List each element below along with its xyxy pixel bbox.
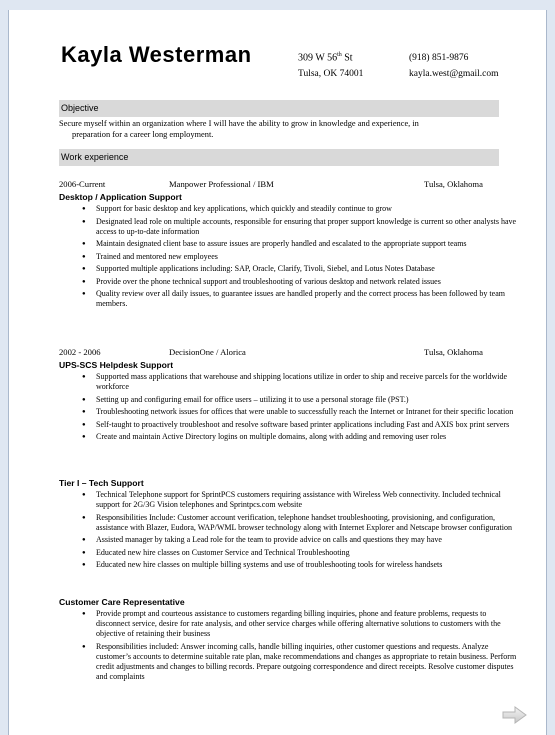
list-item: ● Responsibilities included: Answer incoming calls, handle billing inquiries, other customer questions and requests. Analyze customer’s accounts to determine suitable rate plan, make recommendations and changes as appropriate to retain business. Perform credit adjustments and changes to billing records. Prepare outgoing correspondence and direct receipts. Resolve customer disputes and complaints	[59, 642, 517, 682]
job-2-company: DecisionOne / Alorica	[169, 347, 246, 357]
job-1-location: Tulsa, Oklahoma	[424, 179, 483, 189]
list-item: ● Educated new hire classes on multiple billing systems and use of troubleshooting tools for wireless handsets	[59, 560, 517, 570]
job-1-bullets	[59, 204, 517, 312]
candidate-name: Kayla Westerman	[61, 42, 252, 67]
job-2-dates: 2002 - 2006	[59, 347, 101, 357]
work-experience-heading: Work experience	[59, 149, 499, 166]
list-item: ● Supported multiple applications including: SAP, Oracle, Clarify, Tivoli, Siebel, and Lotus Notes Database	[59, 264, 517, 274]
list-item: ● Educated new hire classes on Customer Service and Technical Troubleshooting	[59, 548, 517, 558]
objective-heading: Objective	[59, 100, 499, 117]
list-item: ● Supported mass applications that warehouse and shipping locations utilize in order to ship and receive parcels for the worldwide workforce	[59, 372, 517, 392]
role-3-bullets	[59, 609, 517, 684]
arrow-right-icon[interactable]	[502, 706, 528, 724]
list-item: ● Provide prompt and courteous assistance to customers regarding billing inquiries, phone and feature problems, requests to disconnect service, desire for rate analysis, and other service charges while offering alternative solutions to customers with the objective of retaining their business	[59, 609, 517, 639]
list-item: ● Provide over the phone technical support and troubleshooting of various desktop and network related issues	[59, 277, 517, 287]
list-item: ● Designated lead role on multiple accounts, responsible for ensuring that proper support knowledge is current so other analysts have access to up-to-date information	[59, 217, 517, 237]
role-3-title: Customer Care Representative	[59, 597, 185, 607]
list-item: ● Maintain designated client base to assure issues are properly handled and escalated to the appropriate support teams	[59, 239, 517, 249]
list-item: ● Support for basic desktop and key applications, which quickly and steadily continue to grow	[59, 204, 517, 214]
list-item: ● Technical Telephone support for SprintPCS customers requiring assistance with Wireless Web connectivity. Included technical support for 2G/3G Vision telephones and Sprintpcs.com website	[59, 490, 517, 510]
role-2-title: Tier I – Tech Support	[59, 478, 144, 488]
objective-line-1: Secure myself within an organization where I will have the ability to grow in knowledge and experience, in	[59, 119, 419, 128]
page-border-right	[546, 10, 547, 735]
list-item: ● Troubleshooting network issues for offices that were unable to successfully reach the Internet or Intranet for their specific location	[59, 407, 517, 417]
window-frame-left	[0, 0, 8, 735]
resume-page	[9, 10, 546, 735]
list-item: ● Quality review over all daily issues, to guarantee issues are handled properly and the correct process has been followed by team members.	[59, 289, 517, 309]
role-1-bullets	[59, 372, 517, 445]
job-2-location: Tulsa, Oklahoma	[424, 347, 483, 357]
role-1-title: UPS-SCS Helpdesk Support	[59, 360, 174, 370]
job-1-company: Manpower Professional / IBM	[169, 179, 274, 189]
role-2-bullets	[59, 490, 517, 573]
address-line-2: Tulsa, OK 74001	[298, 69, 364, 79]
list-item: ● Trained and mentored new employees	[59, 252, 517, 262]
list-item: ● Responsibilities Include: Customer account verification, telephone handset troubleshooting, provisioning, and configuration, assistance with Blazer, Eudora, WAP/WML browser technology along with Internet Explorer and Netscape browser configuration	[59, 513, 517, 533]
address-street-suffix: St	[341, 52, 353, 64]
objective-line-2: preparation for a career long employment.	[72, 130, 214, 139]
address-ordinal: th	[337, 52, 342, 58]
list-item: ● Self-taught to proactively troubleshoot and resolve software based printer applications including Fast and AXIS box print servers	[59, 420, 517, 430]
address-line-1	[298, 52, 353, 63]
list-item: ● Assisted manager by taking a Lead role for the team to provide advice on calls and questions they may have	[59, 535, 517, 545]
list-item: ● Create and maintain Active Directory logins on multiple domains, along with adding and removing user roles	[59, 432, 517, 442]
window-frame-right	[547, 0, 555, 735]
job-1-dates: 2006-Current	[59, 179, 106, 189]
list-item: ● Setting up and configuring email for office users – utilizing it to use a personal storage file (PST.)	[59, 395, 517, 405]
email-address: kayla.west@gmail.com	[409, 69, 499, 79]
address-street-number: 309 W 56	[298, 52, 338, 64]
job-1-title: Desktop / Application Support	[59, 192, 182, 202]
phone-number: (918) 851-9876	[409, 53, 469, 63]
window-frame-top	[0, 0, 555, 10]
